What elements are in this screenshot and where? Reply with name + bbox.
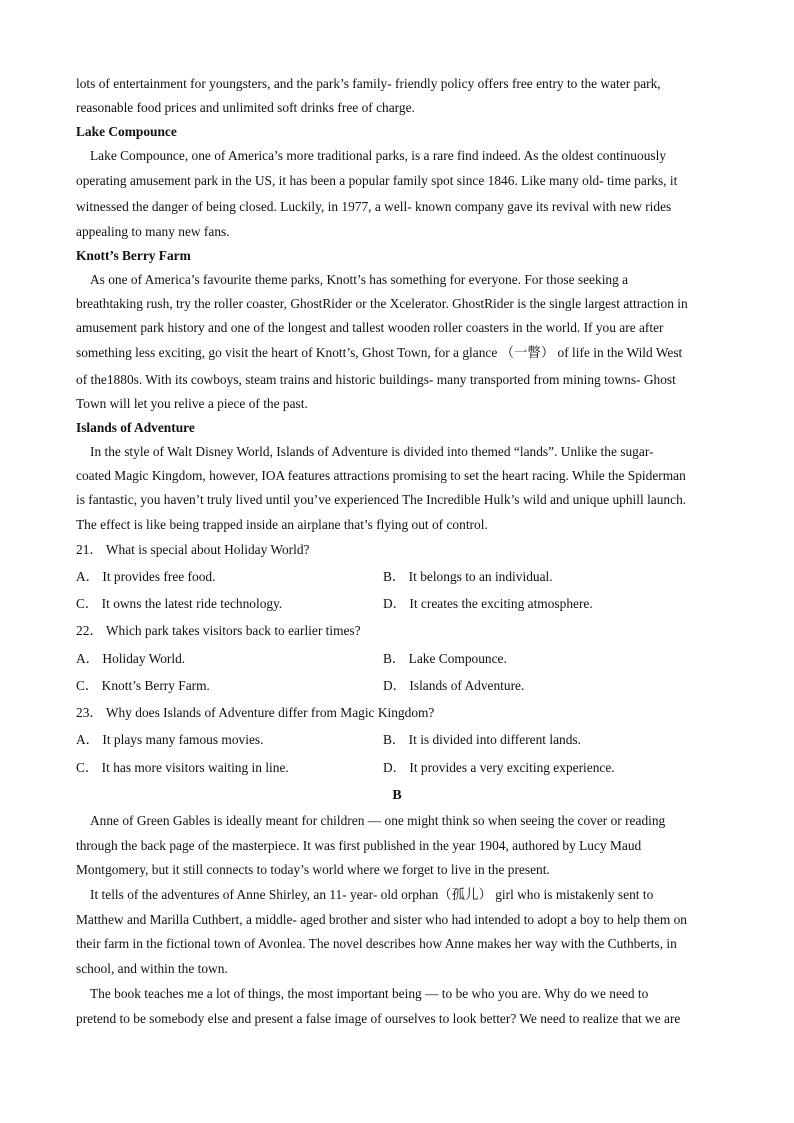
text-line: pretend to be somebody else and present a false image of ourselves to look better? We need to realize that we are <box>76 1011 681 1026</box>
section-heading: Knott’s Berry Farm <box>76 248 191 263</box>
option-c: C． Knott’s Berry Farm. <box>76 678 210 693</box>
option-b: B． It is divided into different lands. <box>383 732 581 747</box>
option-a: A． Holiday World. <box>76 651 186 666</box>
text-line: It tells of the adventures of Anne Shirley, an 11- year- old orphan（孤儿） girl who is mistakenly sent to <box>90 887 654 902</box>
option-c: C． It owns the latest ride technology. <box>76 596 283 611</box>
section-heading: Lake Compounce <box>76 124 177 139</box>
option-c: C． It has more visitors waiting in line. <box>76 760 289 775</box>
question-stem: 21． What is special about Holiday World? <box>76 542 310 557</box>
option-d: D． It creates the exciting atmosphere. <box>383 596 593 611</box>
text-line: The book teaches me a lot of things, the most important being — to be who you are. Why do we need to <box>90 986 649 1001</box>
section-heading: Islands of Adventure <box>76 420 195 435</box>
text-line: Anne of Green Gables is ideally meant for children — one might think so when seeing the cover or reading <box>90 813 666 828</box>
text-line: The effect is like being trapped inside an airplane that’s flying out of control. <box>76 517 488 532</box>
option-b: B． Lake Compounce. <box>383 651 507 666</box>
option-a: A． It provides free food. <box>76 569 216 584</box>
option-a: A． It plays many famous movies. <box>76 732 264 747</box>
text-line: coated Magic Kingdom, however, IOA features attractions promising to set the heart racing. While the Spiderman <box>76 468 686 483</box>
passage-label: B <box>392 788 402 803</box>
question-stem: 22． Which park takes visitors back to earlier times? <box>76 623 361 638</box>
text-line: their farm in the fictional town of Avonlea. The novel describes how Anne makes her way with the Cuthberts, in <box>76 936 677 951</box>
option-d: D． It provides a very exciting experience. <box>383 760 615 775</box>
option-b: B． It belongs to an individual. <box>383 569 553 584</box>
text-line: through the back page of the masterpiece. It was first published in the year 1904, authored by Lucy Maud <box>76 838 642 853</box>
text-line: of the1880s. With its cowboys, steam trains and historic buildings- many transported from mining towns- Ghost <box>76 372 676 387</box>
text-line: reasonable food prices and unlimited soft drinks free of charge. <box>76 100 415 115</box>
text-line: As one of America’s favourite theme parks, Knott’s has something for everyone. For those seeking a <box>90 272 629 287</box>
text-line: breathtaking rush, try the roller coaster, GhostRider or the Xcelerator. GhostRider is the single largest attraction in <box>76 296 688 311</box>
text-line: Lake Compounce, one of America’s more traditional parks, is a rare find indeed. As the oldest continuously <box>90 148 667 163</box>
text-line: Matthew and Marilla Cuthbert, a middle- aged brother and sister who had intended to adopt a boy to help them on <box>76 912 687 927</box>
text-line: Town will let you relive a piece of the past. <box>76 396 308 411</box>
text-line: Montgomery, but it still connects to today’s world where we forget to live in the present. <box>76 862 550 877</box>
text-line: In the style of Walt Disney World, Islands of Adventure is divided into themed “lands”. Unlike the sugar- <box>90 444 654 459</box>
text-line: lots of entertainment for youngsters, and the park’s family- friendly policy offers free entry to the water park, <box>76 76 661 91</box>
text-line: operating amusement park in the US, it has been a popular family spot since 1846. Like many old- time parks, it <box>76 173 678 188</box>
text-line: appealing to many new fans. <box>76 224 230 239</box>
text-line: witnessed the danger of being closed. Luckily, in 1977, a well- known company gave its revival with new rides <box>76 199 672 214</box>
text-line: amusement park history and one of the longest and tallest wooden roller coasters in the world. If you are after <box>76 320 664 335</box>
question-stem: 23． Why does Islands of Adventure differ from Magic Kingdom? <box>76 705 435 720</box>
text-line: something less exciting, go visit the heart of Knott’s, Ghost Town, for a glance （一瞥） of life in the Wild West <box>76 345 683 360</box>
text-line: school, and within the town. <box>76 961 228 976</box>
text-line: is fantastic, you haven’t truly lived until you’ve experienced The Incredible Hulk’s wild and unique uphill launch. <box>76 492 687 507</box>
option-d: D． Islands of Adventure. <box>383 678 525 693</box>
